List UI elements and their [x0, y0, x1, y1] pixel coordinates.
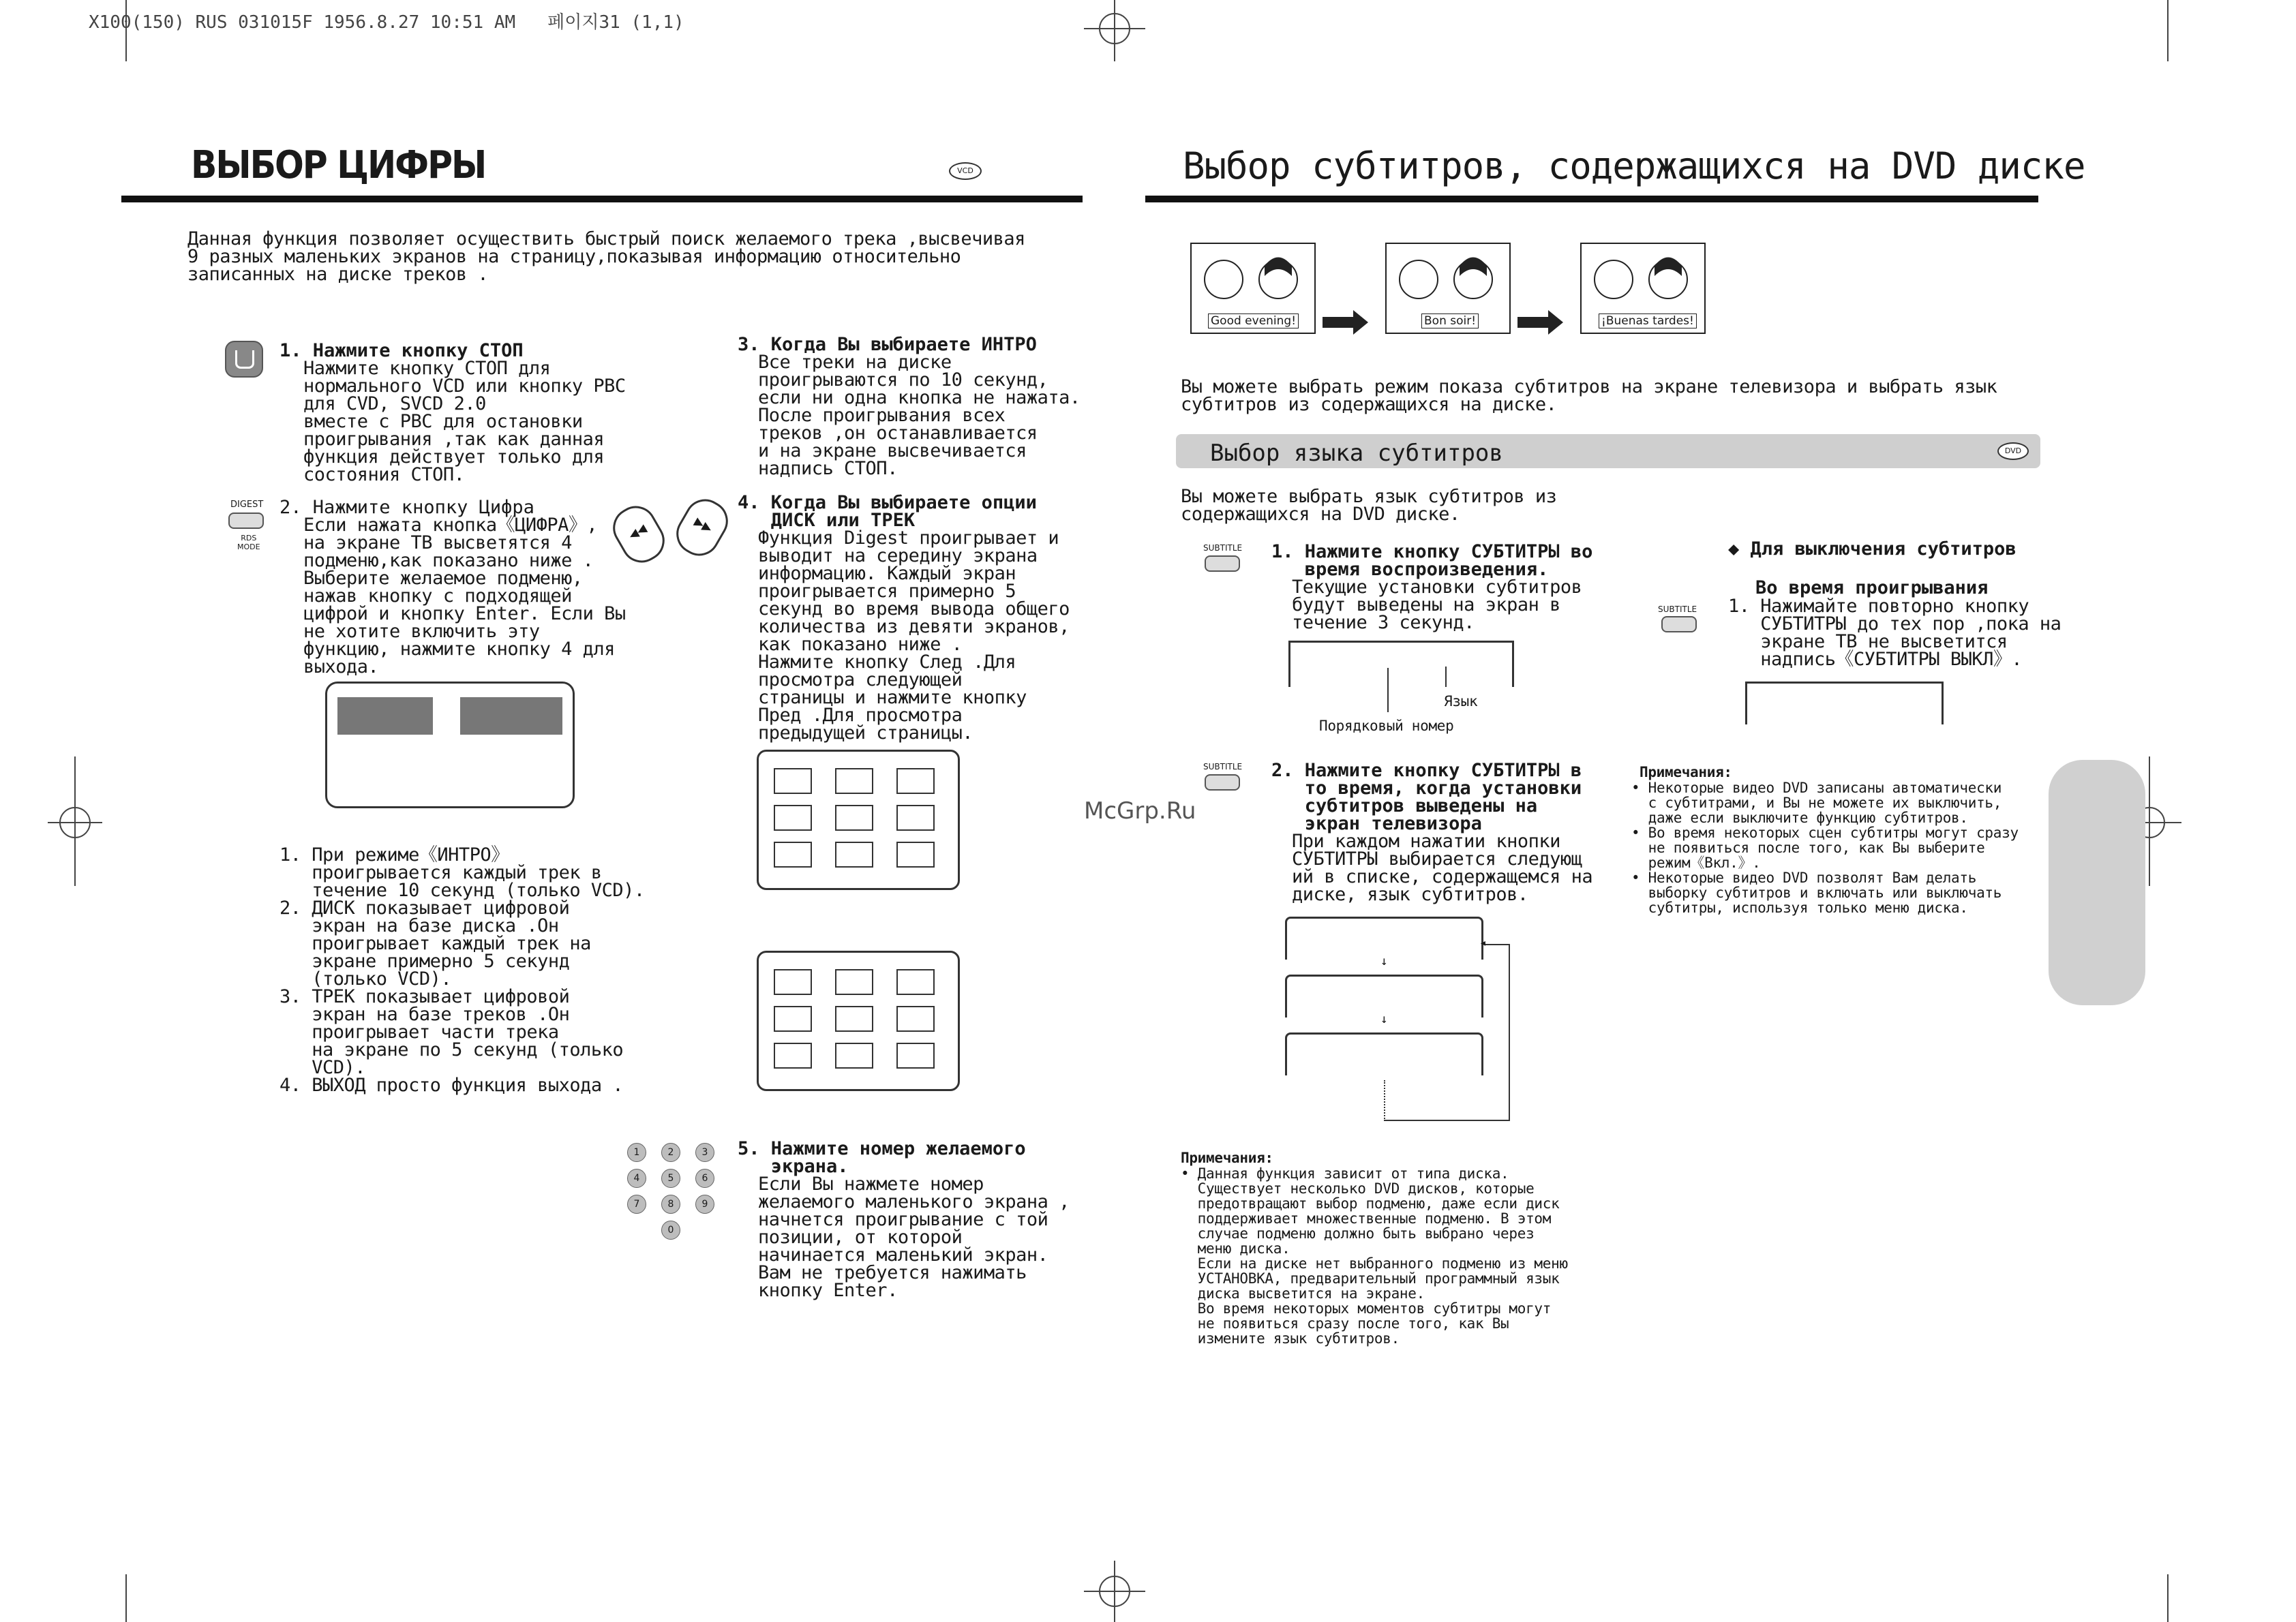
notes2-title: Примечания: — [1181, 1150, 1273, 1166]
subtitle-button-icon — [1205, 555, 1240, 572]
digest-thumb — [896, 1043, 935, 1069]
cycle-box — [1285, 917, 1483, 960]
submenu-item — [337, 697, 433, 735]
digest-thumb — [835, 1006, 873, 1032]
dvd-badge-label: DVD — [2004, 446, 2022, 455]
subtitle-label: SUBTITLE — [1203, 762, 1243, 771]
cycle-arrow: ↓ — [1380, 954, 1388, 968]
off-screen-box — [1745, 682, 1944, 724]
numkey: 1 — [627, 1143, 646, 1162]
vcd-badge-label: VCD — [957, 166, 973, 175]
cycle-arrow: ↓ — [1380, 1012, 1388, 1026]
numkey: 3 — [695, 1143, 714, 1162]
cycle-arrow: ◂ — [1479, 936, 1487, 950]
digest-thumb — [774, 768, 812, 794]
dvd-badge — [1997, 442, 2029, 460]
cycle-box — [1285, 1032, 1483, 1075]
left-step3-title: 3. Когда Вы выбираете ИНТРО — [738, 334, 1037, 355]
off-subtitle: Во время проигрывания — [1755, 577, 1989, 598]
cycle-box — [1285, 975, 1483, 1017]
notes2-body: • Данная функция зависит от типа диска. Существует несколько DVD дисков, которые предотвращают выбор подменю, даже если диск поддерживает множественные подменю. В этом случае подменю должно быть выбрано через меню диска. Если на диске нет выбранного подменю из меню УСТАНОВКА, предварительный программный язык диска высветится на экране. Во время некоторых моментов субтитры могут не появиться сразу после того, как Вы измените язык субтитров. — [1181, 1165, 1568, 1347]
numkey: 8 — [661, 1195, 680, 1214]
numkey: 2 — [661, 1143, 680, 1162]
digest-thumb — [774, 1043, 812, 1069]
notes1-body: • Некоторые видео DVD записаны автоматически с субтитрами, и Вы не можете их выключить, даже если выключите функцию субтитров. • Во время некоторых сцен субтитры могут сразу не появиться после того, как Вы выберите режим《Вкл.》. • Некоторые видео DVD позволят Вам делать выборку субтитров и включать или выключать субтитры, используя только меню диска. — [1631, 780, 2019, 916]
osd-pointer — [1387, 668, 1389, 712]
numkey: 9 — [695, 1195, 714, 1214]
numkey: 4 — [627, 1169, 646, 1188]
left-step1-body: Нажмите кнопку СТОП для нормального VCD или кнопку PBC для CVD, SVCD 2.0 вместе с PBC для остановки проигрывания ,так как данная функция действует только для состояния СТОП. — [303, 358, 626, 485]
left-intro: Данная функция позволяет осуществить быстрый поиск желаемого трека ,высвечивая 9 разных маленьких экранов на страницу,показывая информацию относительно записанных на диске треков . — [187, 228, 1025, 285]
section-title: Выбор языка субтитров — [1210, 440, 1503, 467]
digest-thumb — [774, 805, 812, 831]
section-bar — [1176, 434, 2040, 468]
caption-3: ¡Buenas tardes! — [1599, 313, 1697, 328]
numkey: 5 — [661, 1169, 680, 1188]
right-title-rule — [1145, 196, 2038, 202]
subtitle-osd-box — [1288, 641, 1514, 687]
cycle-return-line — [1509, 944, 1510, 1121]
left-step1-title: 1. Нажмите кнопку СТОП — [280, 340, 524, 361]
right-title: Выбор субтитров, содержащихся на DVD диске — [1183, 144, 2085, 187]
left-step3-body: Все треки на диске проигрываются по 10 секунд, если ни одна кнопка не нажата. После проигрывания всех треков ,он останавливается и на экране высвечивается надпись СТОП. — [758, 352, 1081, 479]
cycle-return-line — [1485, 944, 1510, 945]
digest-thumb — [896, 768, 935, 794]
cycle-return-line — [1384, 1120, 1510, 1121]
subtitle-button-icon — [1205, 774, 1240, 791]
stop-button-icon — [225, 341, 263, 378]
subtitle-label: SUBTITLE — [1658, 605, 1697, 614]
submenu-screen — [325, 682, 575, 808]
digest-thumb — [774, 842, 812, 868]
right-step1-body: Текущие установки субтитров будут выведены на экран в течение 3 секунд. — [1292, 577, 1582, 633]
digest-grid-screen — [757, 750, 960, 890]
digest-thumb — [774, 1006, 812, 1032]
digest-thumb — [896, 1006, 935, 1032]
label-language: Язык — [1444, 693, 1478, 709]
cycle-return-line — [1384, 1080, 1387, 1121]
right-step2-body: При каждом нажатии кнопки СУБТИТРЫ выбирается следующ ий в списке, содержащемся на диске, язык субтитров. — [1292, 831, 1593, 905]
watermark: McGrp.Ru — [1084, 797, 1196, 825]
off-body: 1. Нажимайте повторно кнопку СУБТИТРЫ до тех пор ,пока на экране ТВ не высветится надпись《СУБТИТРЫ ВЫКЛ》. — [1728, 596, 2061, 670]
subtitle-label: SUBTITLE — [1203, 543, 1243, 553]
numkey: 6 — [695, 1169, 714, 1188]
digest-grid-screen — [757, 951, 960, 1091]
digest-thumb — [835, 1043, 873, 1069]
prev-button-icon: ◀◀ — [605, 499, 671, 570]
left-step4-title: 4. Когда Вы выбираете опции ДИСК или ТРЕК — [738, 492, 1037, 531]
numkey: 7 — [627, 1195, 646, 1214]
next-button-icon: ▶▶ — [669, 492, 735, 564]
caption-2: Bon soir! — [1421, 313, 1479, 328]
header-stamp: X100(150) RUS 031015F 1956.8.27 10:51 AM 페이지31 (1,1) — [89, 12, 684, 33]
left-step5-body: Если Вы нажмете номер желаемого маленького экрана , начнется проигрывание с той позиции, от которой начинается маленький экран. Вам не требуется нажимать кнопку Enter. — [758, 1174, 1070, 1301]
left-title: ВЫБОР ЦИФРЫ — [191, 143, 486, 187]
rds-mode-label: RDS MODE — [237, 534, 260, 551]
digest-thumb — [835, 842, 873, 868]
digest-thumb — [896, 969, 935, 995]
left-step2-body: Если нажата кнопка《ЦИФРА》, на экране ТВ высветятся 4 подменю,как показано ниже . Выберите желаемое подменю, нажав кнопку с подходящей цифрой и кнопку Enter. Если Вы не хотите включить эту функцию, нажмите кнопку 4 для выхода. — [303, 515, 626, 677]
off-title: ◆ Для выключения субтитров — [1728, 538, 2016, 560]
vcd-badge — [949, 162, 982, 180]
caption-1: Good evening! — [1208, 313, 1299, 328]
right-step1-title: 1. Нажмите кнопку СУБТИТРЫ во время воспроизведения. — [1271, 541, 1593, 580]
submenu-item — [460, 697, 562, 735]
digest-thumb — [835, 805, 873, 831]
digest-button-icon — [228, 512, 264, 529]
subtitle-button-icon — [1661, 616, 1697, 632]
section-intro: Вы можете выбрать язык субтитров из содержащихся на DVD диске. — [1181, 486, 1557, 525]
digest-label: DIGEST — [230, 500, 264, 510]
label-order-number: Порядковый номер — [1319, 718, 1454, 734]
left-step2-title: 2. Нажмите кнопку Цифра — [280, 497, 534, 518]
right-step2-title: 2. Нажмите кнопку СУБТИТРЫ в то время, когда установки субтитров выведены на экран телевизора — [1271, 760, 1582, 834]
right-intro: Вы можете выбрать режим показа субтитров на экране телевизора и выбрать язык субтитров из содержащихся на диске. — [1181, 376, 1997, 415]
left-list: 1. При режиме《ИНТРО》 проигрывается каждый трек в течение 10 секунд (только VCD). 2. ДИСК показывает цифровой экран на базе диска .Он проигрывает каждый трек на экране примерно 5 секунд (только VCD). 3. ТРЕК показывает цифровой экран на базе треков .Он проигрывает части трека на экране по 5 секунд (только VCD). 4. ВЫХОД просто функция выхода . — [280, 844, 645, 1096]
notes1-title: Примечания: — [1640, 764, 1732, 780]
digest-thumb — [774, 969, 812, 995]
digest-thumb — [896, 842, 935, 868]
digest-thumb — [835, 768, 873, 794]
digest-thumb — [896, 805, 935, 831]
osd-pointer — [1445, 667, 1447, 687]
left-step5-title: 5. Нажмите номер желаемого экрана. — [738, 1138, 1026, 1177]
left-title-rule — [121, 196, 1083, 202]
left-step4-body: Функция Digest проигрывает и выводит на середину экрана информацию. Каждый экран проигрывается примерно 5 секунд во время вывода общего количества из девяти экранов, как показано ниже . Нажмите кнопку След .Для просмотра следующей страницы и нажмите кнопку Пред .Для просмотра предыдущей страницы. — [758, 527, 1070, 744]
digest-thumb — [835, 969, 873, 995]
numkey: 0 — [661, 1221, 680, 1240]
side-tab — [2049, 760, 2145, 1005]
